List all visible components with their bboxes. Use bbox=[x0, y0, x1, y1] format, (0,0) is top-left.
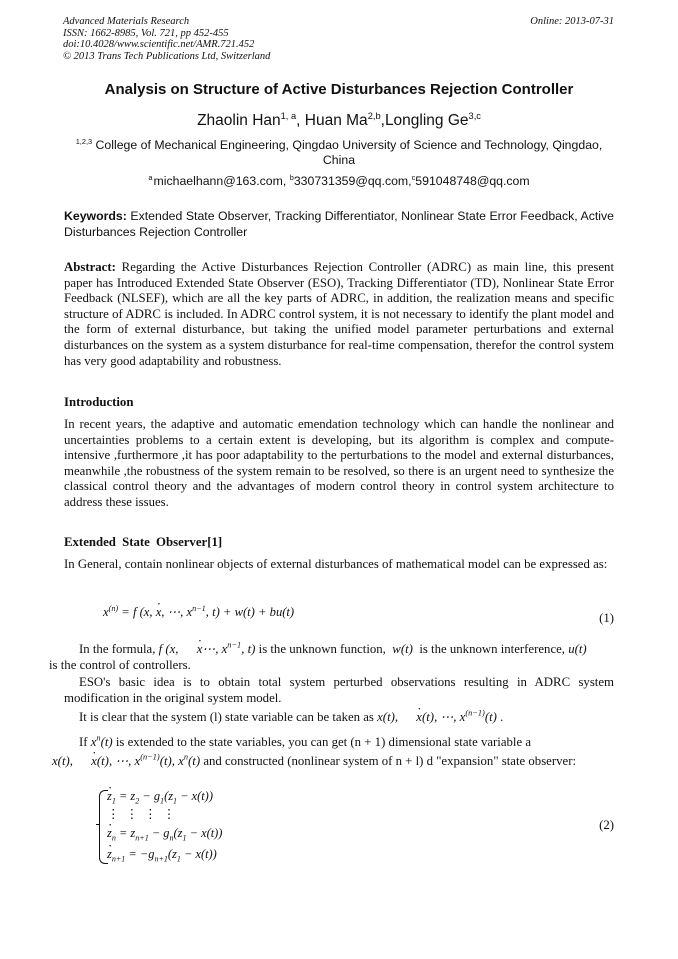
section-heading-introduction: Introduction bbox=[64, 395, 134, 409]
journal-doi: doi:10.4028/www.scientific.net/AMR.721.452 bbox=[63, 39, 255, 50]
email-sup: a bbox=[148, 172, 153, 182]
email-sup: c bbox=[411, 172, 416, 182]
author-sup: 1, a bbox=[280, 110, 297, 121]
math-w: w(t) bbox=[389, 642, 417, 656]
formula-text: is the unknown function, bbox=[258, 642, 386, 656]
author-name: Longling Ge bbox=[384, 112, 469, 129]
abstract-label: Abstract: bbox=[64, 260, 116, 274]
equation-2-line-4: · $z_{n+1} = -g_{n+1}(z_1 - x(t))$ bbox=[107, 847, 217, 862]
formula-text: is extended to the state variables, you can get (n + 1) dimensional state variable a bbox=[115, 735, 532, 749]
math-state: x(t), · x(t), ⋯, $x^{(n-1)}(t)$ bbox=[377, 710, 497, 724]
equation-2-line-3: · $z_n = z_{n+1} - g_n(z_1 - x(t))$ bbox=[107, 826, 222, 841]
formula-text: If bbox=[79, 735, 88, 749]
math-u: u(t) bbox=[568, 642, 587, 656]
author-sup: 3,c bbox=[468, 110, 481, 121]
formula-text: is the control of controllers. bbox=[49, 657, 191, 672]
email-address[interactable]: 591048748@qq.com bbox=[415, 174, 530, 188]
eso-basic-idea: ESO's basic idea is to obtain total system perturbed observations resulting in ADRC system modification in the original system model. bbox=[64, 675, 614, 705]
author-name: Zhaolin Han bbox=[197, 112, 281, 129]
email-address[interactable]: 330731359@qq.com, bbox=[293, 174, 412, 188]
equation-1: $x^{(n)} = f$ (x, · x, ⋯, $x^{n-1}$, t) + w(t) + bu(t) bbox=[103, 604, 294, 620]
system-brace-tip bbox=[96, 824, 100, 825]
affiliation-sup: 1,2,3 bbox=[75, 136, 93, 146]
equation-2-line-1: · $z_1 = z_2 - g_1(z_1 - x(t))$ bbox=[107, 789, 213, 804]
keywords-label: Keywords: bbox=[64, 209, 127, 223]
online-date: Online: 2013-07-31 bbox=[530, 16, 614, 27]
affiliation-text: College of Mechanical Engineering, Qingdao University of Science and Technology, Qingdao, China bbox=[95, 138, 603, 167]
math-extended-state: x(t), · x(t), ⋯, $x^{(n-1)}(t)$, $x^n(t)$ bbox=[52, 754, 200, 768]
formula-text: It is clear that the system (l) state variable can be taken as bbox=[79, 710, 374, 724]
affiliation bbox=[64, 138, 614, 168]
eso-intro-text: In General, contain nonlinear objects of external disturbances of mathematical model can be expressed as: bbox=[64, 557, 608, 571]
formula-text: and constructed (nonlinear system of n + l) d "expansion" state observer: bbox=[203, 754, 577, 768]
math-f: f (x, · x⋯, $x^{n-1}$, t) bbox=[159, 642, 256, 656]
formula-text: In the formula, bbox=[79, 642, 156, 656]
section-heading-eso: Extended State Observer[1] bbox=[64, 535, 223, 549]
email-address[interactable]: michaelhann@163.com, bbox=[153, 174, 287, 188]
journal-issn: ISSN: 1662-8985, Vol. 721, pp 452-455 bbox=[63, 27, 229, 39]
journal-name: Advanced Materials Research bbox=[63, 16, 190, 27]
author-sup: 2,b bbox=[367, 110, 381, 121]
keywords bbox=[64, 208, 614, 240]
journal-header bbox=[63, 16, 270, 62]
state-variable-text: It is clear that the system (l) state variable can be taken as x(t), · x(t), ⋯, $x^{(n-1)}(t)$ . bbox=[64, 710, 614, 726]
paper-title: Analysis on Structure of Active Disturbances Rejection Controller bbox=[104, 81, 574, 98]
author-name: Huan Ma bbox=[304, 112, 368, 129]
equation-1-number: (1) bbox=[599, 611, 614, 625]
email-list bbox=[0, 174, 678, 188]
author-list: Zhaolin Han$^{1, a}$, Huan Ma$^{2,b}$,Longling Ge$^{3,c}$ bbox=[197, 110, 481, 129]
extend-state-text bbox=[52, 733, 614, 771]
abstract-text: Regarding the Active Disturbances Rejection Controller (ADRC) as main line, this present paper has Introduced Extended State Observer (ESO), Tracking Differentiator (TD), Nonlinear State Error Feedback (NLSEF), which are all the key parts of ADRC, in addition, the realization means and specific structure of ADRC is included. In ADRC control system, it is not necessary to identify the plant model and the form of external disturbance, but taking the unified model parameter perturbations and external disturbances on the system as a system disturbance for real-time compensation, therefor the control system has very good adaptability and robustness. bbox=[64, 260, 614, 368]
email-sup: b bbox=[289, 172, 294, 182]
equation-2-number: (2) bbox=[599, 818, 614, 832]
abstract bbox=[64, 260, 614, 369]
keywords-text: Extended State Observer, Tracking Differentiator, Nonlinear State Error Feedback, Active Disturbances Rejection Controller bbox=[64, 209, 615, 239]
formula-text: is the unknown interference, bbox=[419, 642, 566, 656]
journal-copyright: © 2013 Trans Tech Publications Ltd, Switzerland bbox=[63, 50, 271, 62]
formula-explanation bbox=[49, 640, 614, 673]
math-xn: $x^n(t)$ bbox=[90, 733, 113, 749]
introduction-text: In recent years, the adaptive and automatic emendation technology which can handle the nonlinear and uncertainties problems to a certain extent is developing, but its algorithm is complex and compute-intensive ,furthermore ,it has poor adaptability to the perturbations to the model and external disturbances, meanwhile ,the robustness of the system remain to be resolved, so there is an urgent need to synthesize the classical control theory and the advantages of modern control theory in control system architecture to address these issues. bbox=[64, 417, 614, 509]
equation-2-line-2: ⋮ ⋮ ⋮ ⋮ bbox=[107, 807, 176, 821]
